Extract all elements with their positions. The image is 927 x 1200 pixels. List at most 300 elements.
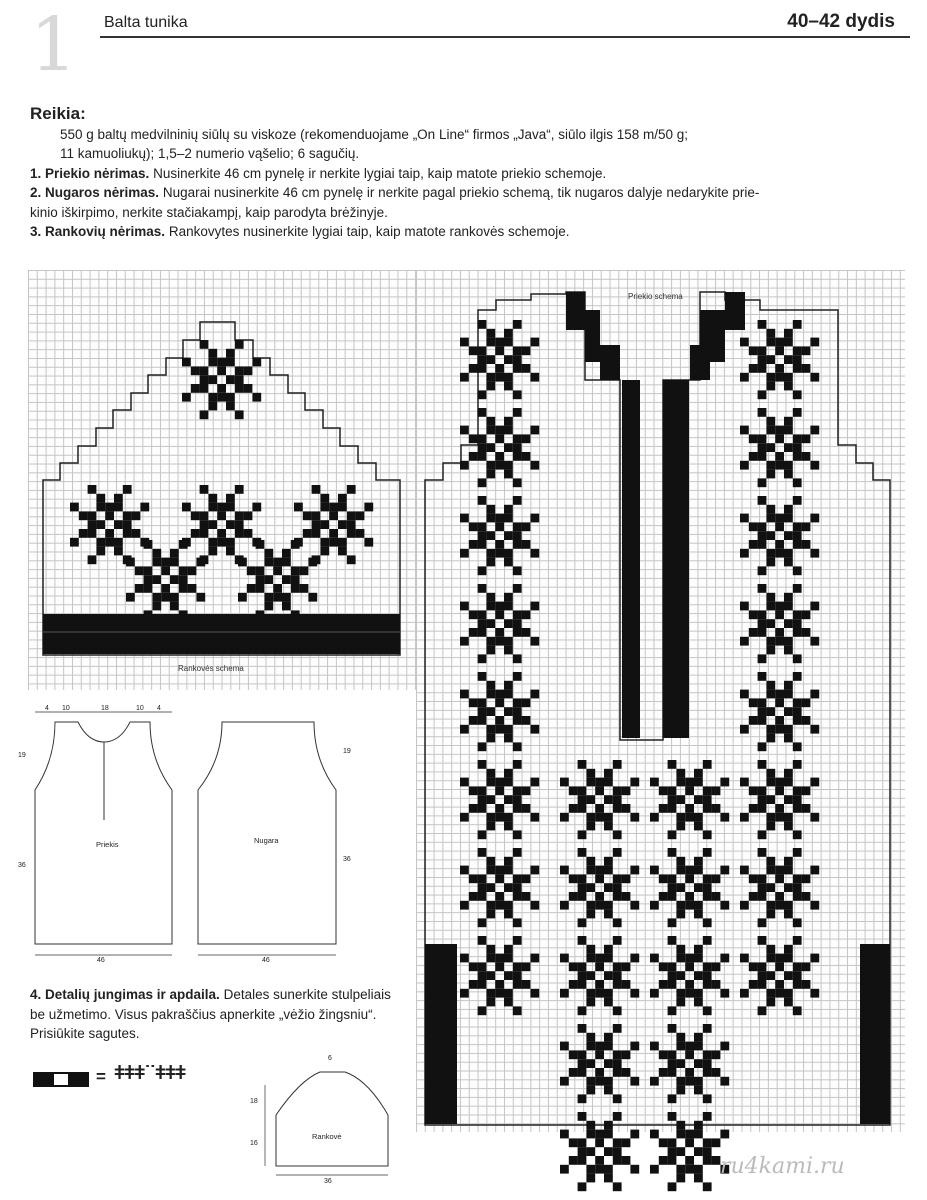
front-motif-block	[460, 514, 469, 523]
sleeve-motif-block	[132, 529, 141, 538]
front-motif-block	[793, 584, 802, 593]
front-motif-block	[495, 892, 504, 901]
sleeve-motif-block	[226, 393, 235, 402]
front-motif-block	[694, 971, 703, 980]
front-motif-block	[513, 962, 522, 971]
front-motif-block	[613, 918, 622, 927]
front-motif-block	[513, 346, 522, 355]
sleeve-motif-block	[282, 575, 291, 584]
front-motif-block	[560, 1130, 569, 1139]
front-motif-block	[504, 822, 513, 831]
sleeve-motif-block	[144, 540, 153, 549]
front-motif-block	[668, 1138, 677, 1147]
front-motif-block	[694, 778, 703, 787]
front-motif-block	[694, 822, 703, 831]
sleeve-motif-block	[338, 494, 347, 503]
front-motif-block	[668, 1182, 677, 1191]
front-motif-block	[578, 1156, 587, 1165]
front-motif-block	[758, 830, 767, 839]
front-motif-block	[749, 364, 758, 373]
sleeve-motif-block	[300, 566, 309, 575]
front-motif-block	[504, 417, 513, 426]
front-motif-block	[793, 320, 802, 329]
front-motif-block	[595, 989, 604, 998]
front-motif-block	[513, 672, 522, 681]
front-motif-block	[740, 813, 749, 822]
front-motif-block	[586, 778, 595, 787]
front-motif-block	[784, 382, 793, 391]
front-motif-block	[766, 637, 775, 646]
front-motif-block	[694, 1086, 703, 1095]
front-motif-block	[784, 769, 793, 778]
sleeve-motif-block	[96, 494, 105, 503]
front-motif-block	[703, 1112, 712, 1121]
front-motif-block	[694, 1042, 703, 1051]
front-motif-block	[802, 786, 811, 795]
front-motif-block	[504, 637, 513, 646]
sleeve-motif-block	[226, 538, 235, 547]
sleeve-motif-block	[273, 593, 282, 602]
front-motif-block	[676, 954, 685, 963]
front-motif-block	[784, 593, 793, 602]
front-motif-block	[460, 637, 469, 646]
front-motif-block	[740, 549, 749, 558]
sleeve-motif-block	[208, 393, 217, 402]
front-motif-block	[784, 549, 793, 558]
front-motif-block	[569, 874, 578, 883]
front-motif-block	[758, 672, 767, 681]
front-motif-block	[668, 760, 677, 769]
front-motif-block	[703, 962, 712, 971]
sleeve-motif-block	[235, 529, 244, 538]
front-motif-block	[513, 716, 522, 725]
front-motif-block	[560, 778, 569, 787]
front-motif-block	[478, 434, 487, 443]
front-motif-block	[784, 373, 793, 382]
front-motif-block	[478, 830, 487, 839]
front-motif-block	[775, 373, 784, 382]
front-motif-block	[504, 514, 513, 523]
front-motif-block	[775, 698, 784, 707]
front-motif-block	[486, 505, 495, 514]
front-motif-block	[758, 962, 767, 971]
front-motif-block	[578, 795, 587, 804]
front-motif-block	[513, 390, 522, 399]
front-motif-block	[586, 1042, 595, 1051]
front-motif-block	[758, 795, 767, 804]
sleeve-motif-block	[170, 558, 179, 567]
sleeve-motif-block	[208, 547, 217, 556]
front-motif-block	[676, 945, 685, 954]
front-motif-block	[513, 936, 522, 945]
front-motif-block	[569, 1156, 578, 1165]
front-motif-block	[604, 901, 613, 910]
front-motif-block	[478, 742, 487, 751]
front-motif-block	[668, 1147, 677, 1156]
front-motif-block	[513, 408, 522, 417]
front-motif-block	[595, 1165, 604, 1174]
front-motif-block	[486, 883, 495, 892]
front-motif-block	[758, 971, 767, 980]
front-motif-block	[793, 698, 802, 707]
sleeve-motif-block	[264, 549, 273, 558]
front-motif-block	[513, 320, 522, 329]
sleeve-motif-block	[347, 511, 356, 520]
front-motif-block	[784, 707, 793, 716]
front-motif-block	[460, 901, 469, 910]
front-motif-block	[784, 901, 793, 910]
front-motif-block	[758, 892, 767, 901]
front-motif-block	[522, 874, 531, 883]
front-motif-block	[604, 945, 613, 954]
front-motif-block	[530, 813, 539, 822]
front-motif-block	[676, 813, 685, 822]
front-motif-block	[793, 531, 802, 540]
front-motif-block	[694, 795, 703, 804]
front-motif-block	[766, 681, 775, 690]
sleeve-motif-block	[191, 384, 200, 393]
front-motif-block	[486, 954, 495, 963]
front-motif-block	[586, 1147, 595, 1156]
front-motif-block	[802, 346, 811, 355]
front-motif-block	[578, 1059, 587, 1068]
sleeve-motif-block	[235, 520, 244, 529]
sleeve-motif-block	[217, 384, 226, 393]
front-motif-block	[784, 989, 793, 998]
sleeve-motif-block	[70, 538, 79, 547]
front-motif-block	[685, 778, 694, 787]
front-motif-block	[478, 346, 487, 355]
front-motif-block	[504, 778, 513, 787]
front-motif-block	[676, 778, 685, 787]
front-motif-block	[676, 910, 685, 919]
front-motif-block	[460, 989, 469, 998]
front-motif-block	[630, 866, 639, 875]
front-motif-block	[513, 531, 522, 540]
front-motif-block	[460, 725, 469, 734]
front-motif-block	[749, 628, 758, 637]
front-motif-block	[504, 690, 513, 699]
sleeve-motif-block	[179, 584, 188, 593]
front-motif-block	[676, 1033, 685, 1042]
front-motif-block	[766, 505, 775, 514]
front-motif-block	[810, 866, 819, 875]
front-motif-block	[486, 769, 495, 778]
front-motif-block	[758, 408, 767, 417]
front-motif-block	[504, 619, 513, 628]
front-motif-block	[495, 813, 504, 822]
front-motif-block	[513, 830, 522, 839]
front-motif-block	[604, 857, 613, 866]
front-motif-block	[793, 566, 802, 575]
front-motif-block	[513, 786, 522, 795]
front-motif-block	[766, 338, 775, 347]
front-motif-block	[495, 725, 504, 734]
front-motif-block	[569, 892, 578, 901]
front-motif-block	[740, 514, 749, 523]
front-motif-block	[720, 813, 729, 822]
front-motif-block	[522, 346, 531, 355]
front-motif-block	[495, 338, 504, 347]
front-motif-block	[685, 1042, 694, 1051]
front-motif-block	[775, 540, 784, 549]
sleeve-motif-block	[303, 529, 312, 538]
front-motif-block	[810, 514, 819, 523]
sleeve-motif-block	[182, 503, 191, 512]
sleeve-motif-block	[140, 503, 149, 512]
sleeve-motif-block	[291, 540, 300, 549]
front-motif-block	[758, 628, 767, 637]
front-motif-block	[630, 778, 639, 787]
front-motif-block	[802, 628, 811, 637]
front-motif-block	[659, 1068, 668, 1077]
front-motif-block	[676, 795, 685, 804]
front-motif-block	[513, 892, 522, 901]
sleeve-motif-block	[152, 549, 161, 558]
front-motif-block	[810, 813, 819, 822]
sleeve-motif-block	[338, 503, 347, 512]
front-motif-block	[784, 945, 793, 954]
front-motif-block	[504, 707, 513, 716]
front-motif-block	[676, 866, 685, 875]
front-motif-block	[694, 813, 703, 822]
front-motif-block	[766, 417, 775, 426]
front-motif-block	[740, 954, 749, 963]
front-motif-block	[758, 742, 767, 751]
front-motif-block	[578, 1068, 587, 1077]
front-motif-block	[604, 769, 613, 778]
sleeve-motif-block	[364, 503, 373, 512]
front-motif-block	[495, 716, 504, 725]
front-motif-block	[810, 549, 819, 558]
sleeve-motif-block	[79, 529, 88, 538]
front-motif-block	[478, 566, 487, 575]
front-motif-block	[810, 426, 819, 435]
front-motif-block	[560, 901, 569, 910]
sleeve-motif-block	[226, 494, 235, 503]
front-motif-block	[495, 698, 504, 707]
front-motif-block	[758, 883, 767, 892]
front-motif-block	[460, 690, 469, 699]
front-motif-block	[793, 707, 802, 716]
front-motif-block	[486, 619, 495, 628]
dim-top-a: 4	[45, 705, 49, 712]
front-motif-block	[703, 848, 712, 857]
front-motif-block	[504, 329, 513, 338]
front-motif-block	[530, 901, 539, 910]
sleeve-motif-block	[179, 566, 188, 575]
front-motif-block	[802, 434, 811, 443]
sleeve-motif-block	[123, 485, 132, 494]
front-motif-block	[522, 716, 531, 725]
sleeve-motif-block	[200, 366, 209, 375]
sleeve-motif-block	[208, 538, 217, 547]
front-motif-block	[694, 1174, 703, 1183]
sleeve-motif-block	[114, 547, 123, 556]
front-motif-block	[460, 461, 469, 470]
front-motif-block	[469, 452, 478, 461]
front-motif-block	[522, 628, 531, 637]
front-motif-block	[784, 998, 793, 1007]
front-motif-block	[630, 1042, 639, 1051]
sleeve-motif-block	[312, 529, 321, 538]
front-motif-block	[495, 522, 504, 531]
front-motif-block	[668, 1024, 677, 1033]
sleeve-motif-block	[161, 593, 170, 602]
front-motif-block	[586, 1077, 595, 1086]
front-motif-block	[513, 707, 522, 716]
front-motif-block	[486, 426, 495, 435]
front-motif-block	[613, 962, 622, 971]
front-motif-block	[712, 1050, 721, 1059]
front-motif-block	[604, 971, 613, 980]
front-motif-block	[749, 786, 758, 795]
front-motif-block	[486, 707, 495, 716]
front-motif-block	[659, 1156, 668, 1165]
front-motif-block	[668, 1050, 677, 1059]
front-motif-block	[622, 892, 631, 901]
front-motif-block	[513, 874, 522, 883]
front-motif-block	[630, 901, 639, 910]
front-motif-block	[504, 971, 513, 980]
front-motif-block	[586, 866, 595, 875]
sleeve-motif-block	[182, 358, 191, 367]
sleeve-motif-block	[191, 511, 200, 520]
front-motif-block	[766, 514, 775, 523]
sleeve-motif-block	[96, 520, 105, 529]
front-motif-block	[504, 505, 513, 514]
front-motif-block	[802, 874, 811, 883]
front-motif-block	[775, 892, 784, 901]
front-motif-block	[775, 813, 784, 822]
front-motif-block	[560, 813, 569, 822]
front-motif-block	[486, 514, 495, 523]
front-motif-block	[793, 848, 802, 857]
front-motif-block	[793, 874, 802, 883]
front-motif-block	[586, 1121, 595, 1130]
front-motif-block	[604, 910, 613, 919]
sleeve-motif-block	[347, 485, 356, 494]
sleeve-motif-block	[338, 538, 347, 547]
front-motif-block	[694, 1077, 703, 1086]
front-motif-block	[586, 883, 595, 892]
front-motif-block	[703, 918, 712, 927]
front-motif-block	[740, 778, 749, 787]
front-motif-block	[694, 1147, 703, 1156]
front-motif-block	[749, 522, 758, 531]
front-motif-block	[586, 813, 595, 822]
sleeve-motif-block	[152, 558, 161, 567]
front-motif-block	[766, 690, 775, 699]
front-motif-block	[586, 1033, 595, 1042]
sleeve-motif-block	[235, 366, 244, 375]
front-motif-block	[486, 602, 495, 611]
front-motif-block	[766, 813, 775, 822]
front-motif-block	[586, 822, 595, 831]
front-motif-block	[802, 540, 811, 549]
dim-top-d: 10	[136, 705, 144, 712]
front-motif-block	[810, 637, 819, 646]
sleeve-motif-block	[152, 575, 161, 584]
front-motif-block	[784, 778, 793, 787]
sleeve-motif-block	[320, 547, 329, 556]
front-motif-block	[486, 443, 495, 452]
front-motif-block	[720, 1130, 729, 1139]
back-piece-label: Nugara	[254, 836, 279, 845]
front-motif-block	[676, 998, 685, 1007]
front-motif-block	[802, 804, 811, 813]
front-motif-block	[694, 1165, 703, 1174]
front-motif-block	[604, 998, 613, 1007]
front-motif-block	[784, 338, 793, 347]
step-2-text-1: Nugarai nusinerkite 46 cm pynelę ir nerkite pagal priekio schemą, tik nugaros dalyje nedarykite prie-	[159, 185, 760, 200]
front-motif-block	[578, 1094, 587, 1103]
sleeve-motif-block	[88, 520, 97, 529]
front-motif-block	[712, 980, 721, 989]
front-motif-block	[504, 945, 513, 954]
front-chart	[425, 292, 890, 1191]
sleeve-motif-block	[105, 511, 114, 520]
front-motif-block	[569, 804, 578, 813]
sleeve-motif-block	[264, 593, 273, 602]
front-motif-block	[775, 725, 784, 734]
front-motif-block	[586, 945, 595, 954]
front-motif-block	[758, 320, 767, 329]
front-motif-block	[613, 936, 622, 945]
front-motif-block	[749, 452, 758, 461]
front-motif-block	[766, 470, 775, 479]
front-motif-block	[513, 540, 522, 549]
front-motif-block	[478, 707, 487, 716]
front-motif-block	[613, 804, 622, 813]
front-motif-block	[784, 690, 793, 699]
front-motif-block	[775, 364, 784, 373]
front-motif-block	[586, 795, 595, 804]
front-motif-block	[622, 874, 631, 883]
sleeve-motif-block	[144, 610, 153, 619]
front-motif-block	[766, 971, 775, 980]
front-motif-block	[513, 619, 522, 628]
sleeve-motif-block	[105, 529, 114, 538]
front-motif-block	[495, 980, 504, 989]
front-motif-block	[495, 954, 504, 963]
front-motif-block	[530, 338, 539, 347]
front-motif-block	[793, 346, 802, 355]
front-motif-block	[775, 901, 784, 910]
front-motif-block	[784, 637, 793, 646]
front-motif-block	[668, 1094, 677, 1103]
front-motif-block	[604, 883, 613, 892]
front-motif-block	[668, 883, 677, 892]
legend-chain-symbol	[33, 1072, 89, 1087]
front-motif-block	[758, 918, 767, 927]
front-motif-block	[478, 443, 487, 452]
front-motif-block	[504, 426, 513, 435]
sleeve-piece-label: Rankovė	[312, 1132, 342, 1141]
front-motif-block	[513, 522, 522, 531]
front-motif-block	[595, 1077, 604, 1086]
front-motif-block	[513, 698, 522, 707]
front-motif-block	[504, 461, 513, 470]
front-motif-block	[810, 901, 819, 910]
front-motif-block	[793, 760, 802, 769]
front-motif-block	[560, 989, 569, 998]
step-2-title: 2. Nugaros nėrimas.	[30, 185, 160, 200]
front-motif-block	[758, 760, 767, 769]
front-motif-block	[569, 1050, 578, 1059]
front-motif-block	[595, 866, 604, 875]
sleeve-motif-block	[132, 511, 141, 520]
